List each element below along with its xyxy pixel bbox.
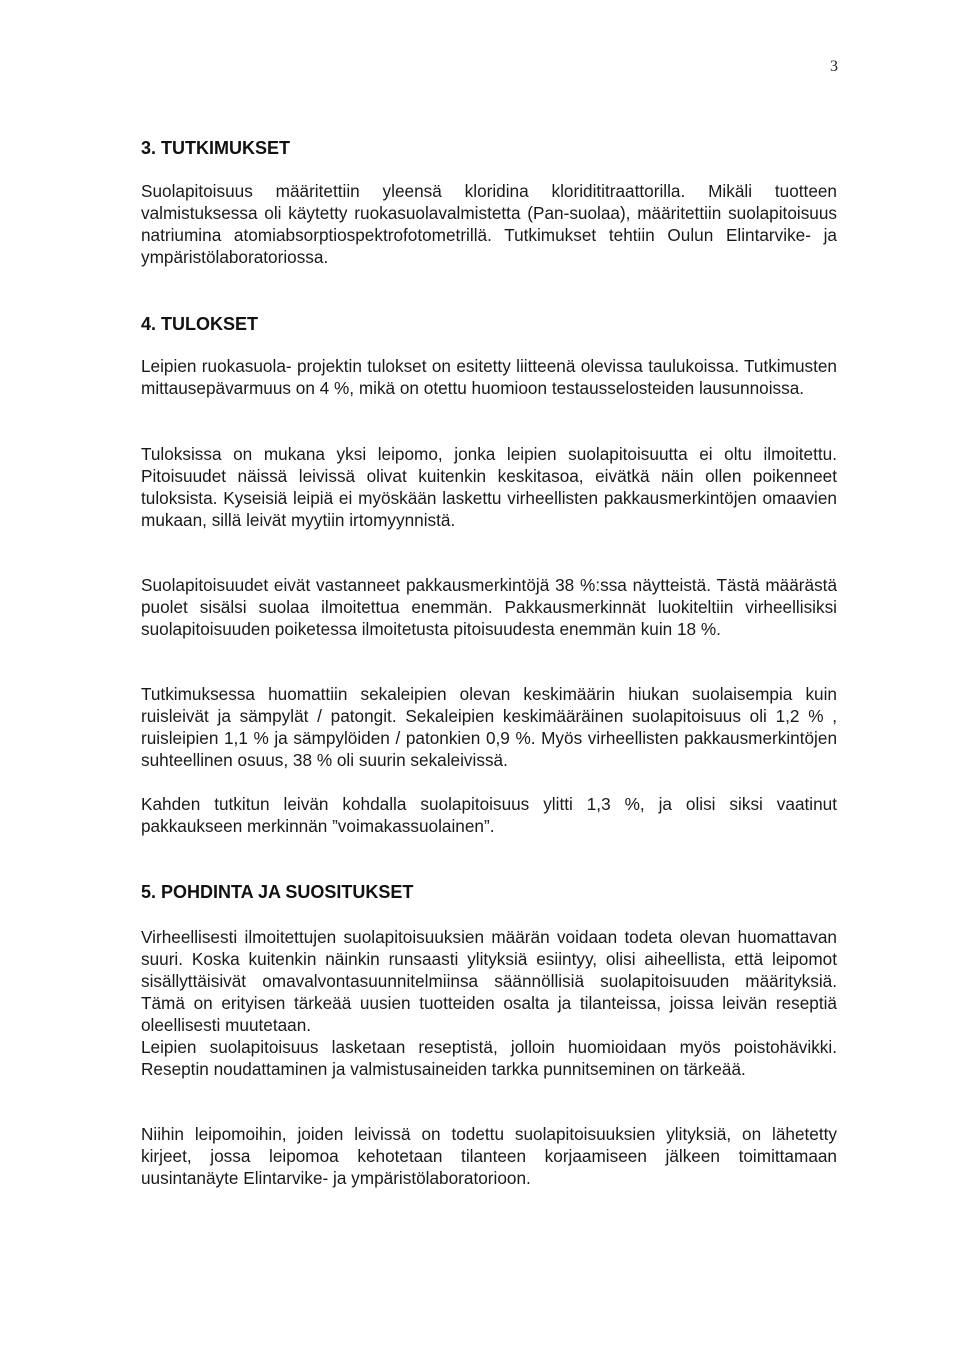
- section-heading-tulokset: 4. TULOKSET: [141, 314, 259, 334]
- page-number: 3: [830, 58, 838, 75]
- section-heading-tutkimukset: 3. TUTKIMUKSET: [141, 138, 291, 158]
- paragraph-tulokset-unreported: Tuloksissa on mukana yksi leipomo, jonka leipien suolapitoisuutta ei oltu ilmoitettu. Pitoisuudet näissä leivissä olivat kuitenkin keskitasoa, eivätkä näin ollen poikenneet tuloksista. Kyseisiä leipiä ei myöskään laskettu virheellisten pakkausmerkintöjen omaavien mukaan, sillä leivät myytiin irtomyynnistä.: [141, 444, 837, 530]
- paragraph-tulokset-strong-salt: Kahden tutkitun leivän kohdalla suolapitoisuus ylitti 1,3 %, ja olisi siksi vaatinut pakkaukseen merkinnän ”voimakassuolainen”.: [141, 794, 837, 836]
- paragraph-tulokset-intro: Leipien ruokasuola- projektin tulokset on esitetty liitteenä olevissa taulukoissa. Tutkimusten mittausepävarmuus on 4 %, mikä on otettu huomioon testausselosteiden lausunnoissa.: [141, 356, 837, 398]
- paragraph-tulokset-bread-types: Tutkimuksessa huomattiin sekaleipien olevan keskimäärin hiukan suolaisempia kuin ruisleivät ja sämpylät / patongit. Sekaleipien keskimääräinen suolapitoisuus oli 1,2 % , ruisleipien 1,1 % ja sämpylöiden / patonkien 0,9 %. Myös virheellisten pakkausmerkintöjen suhteellinen osuus, 38 % oli suurin sekaleivissä.: [141, 684, 837, 770]
- paragraph-tutkimukset-method: Suolapitoisuus määritettiin yleensä kloridina kloridititraattorilla. Mikäli tuotteen valmistuksessa oli käytetty ruokasuolavalmistetta (Pan-suolaa), määritettiin suolapitoisuus natriumina atomiabsorptiospektrofotometrillä. Tutkimukset tehtiin Oulun Elintarvike- ja ympäristölaboratoriossa.: [141, 181, 837, 267]
- paragraph-pohdinta-recipe: Leipien suolapitoisuus lasketaan reseptistä, jolloin huomioidaan myös poistohävikki. Reseptin noudattaminen ja valmistusaineiden tarkka punnitseminen on tärkeää.: [141, 1037, 837, 1079]
- paragraph-tulokset-labeling: Suolapitoisuudet eivät vastanneet pakkausmerkintöjä 38 %:ssa näytteistä. Tästä määrästä puolet sisälsi suolaa ilmoitettua enemmän. Pakkausmerkinnät luokiteltiin virheellisiksi suolapitoisuuden poiketessa ilmoitetusta pitoisuudesta enemmän kuin 18 %.: [141, 575, 837, 639]
- paragraph-pohdinta-recommendation: Virheellisesti ilmoitettujen suolapitoisuuksien määrän voidaan todeta olevan huomattavan suuri. Koska kuitenkin näinkin runsaasti ylityksiä esiintyy, olisi aiheellista, että leipomot sisällyttäisivät omavalvontasuunnitelmiinsa säännöllisiä suolapitoisuuden määrityksiä. Tämä on erityisen tärkeää uusien tuotteiden osalta ja tilanteissa, joissa leivän reseptiä oleellisesti muutetaan.: [141, 927, 837, 1035]
- section-heading-pohdinta: 5. POHDINTA JA SUOSITUKSET: [141, 882, 414, 902]
- paragraph-pohdinta-letters: Niihin leipomoihin, joiden leivissä on todettu suolapitoisuuksien ylityksiä, on lähetetty kirjeet, jossa leipomoa kehotetaan tilanteen korjaamiseen jälkeen toimittamaan uusintanäyte Elintarvike- ja ympäristölaboratorioon.: [141, 1124, 837, 1188]
